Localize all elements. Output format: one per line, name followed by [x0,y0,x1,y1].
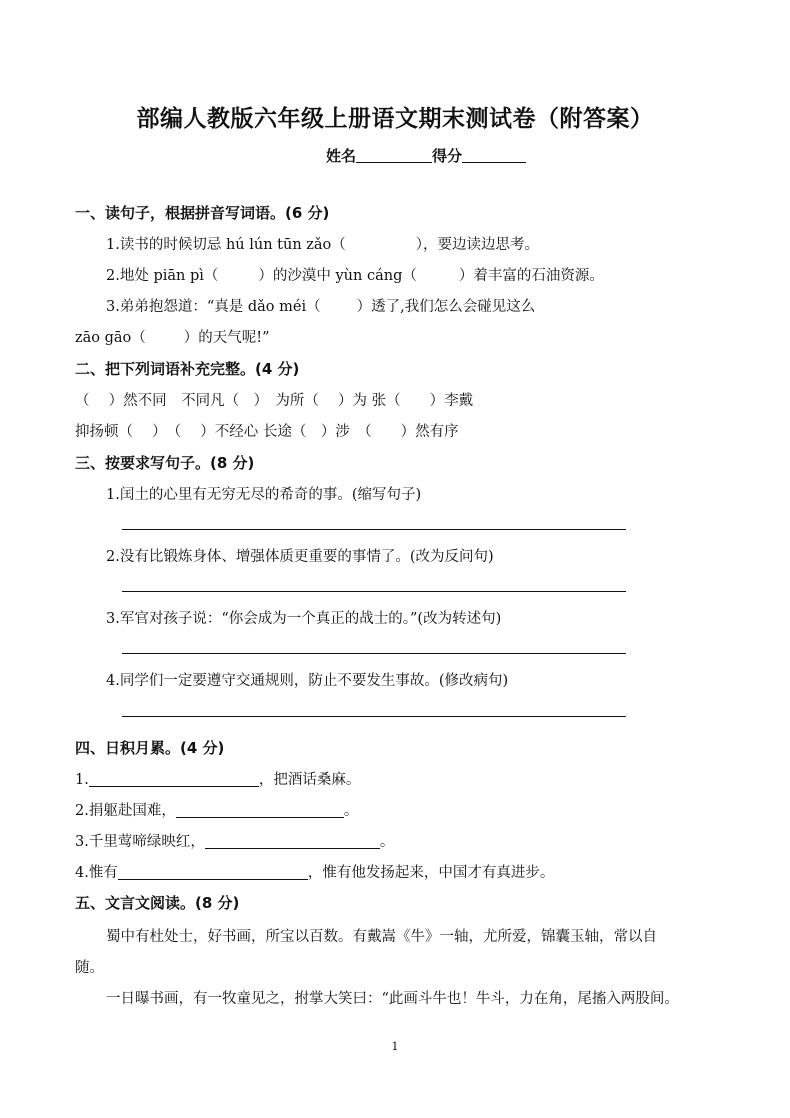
s4-question-2 [75,799,358,820]
name-score-row [326,145,526,166]
s4-question-3 [75,830,394,851]
s5-passage-line-1: 蜀中有杜处士，好书画，所宝以百数。有戴嵩《牛》一轴，尤所爱，锦囊玉轴，常以自 [106,929,657,945]
s3-q3-answer-line[interactable] [122,653,626,654]
section-5-heading: 五、文言文阅读。(8 分) [75,894,240,912]
s4-question-4 [75,861,554,882]
s1-q3-part-a: 3.弟弟抱怨道：“真是 dǎo méi（ [106,299,321,315]
section-3-heading: 三、按要求写句子。(8 分) [75,454,255,472]
s4-q3-prefix: 3.千里莺啼绿映红， [75,834,205,850]
s4-q4-blank[interactable] [118,865,308,880]
s3-question-4: 4.同学们一定要遵守交通规则，防止不要发生事故。(修改病句) [106,673,509,689]
s1-question-3-cont [75,326,270,347]
section-2-heading: 二、把下列词语补充完整。(4 分) [75,360,300,378]
s4-q4-prefix: 4.惟有 [75,865,118,881]
page-number: 1 [391,1040,399,1053]
s4-q2-prefix: 2.捐躯赴国难， [75,803,176,819]
s4-q4-suffix: ，惟有他发扬起来，中国才有真进步。 [307,865,555,881]
s1-q2-part-b: ）的沙漠中 yùn cáng（ [258,268,417,284]
name-blank[interactable] [356,147,432,163]
s1-q1-suffix: ），要边读边思考。 [415,237,540,253]
s1-q3-part-b: ）透了,我们怎么会碰见这么 [356,299,536,315]
s4-q2-suffix: 。 [343,803,359,819]
s5-passage-line-2: 随。 [75,960,104,976]
s1-question-1 [106,233,539,254]
s3-question-2: 2.没有比锻炼身体、增强体质更重要的事情了。(改为反问句) [106,549,494,565]
s3-question-1: 1.闰土的心里有无穷无尽的希奇的事。(缩写句子) [106,487,422,503]
s1-question-3 [106,295,535,316]
s4-question-1 [75,768,360,789]
section-4-heading: 四、日积月累。(4 分) [75,739,225,757]
score-label: 得分 [432,147,463,165]
s1-question-2 [106,264,604,285]
s4-q1-blank[interactable] [89,772,259,787]
s4-q3-suffix: 。 [379,834,395,850]
s4-q2-blank[interactable] [176,803,344,818]
s3-question-3: 3.军官对孩子说：“你会成为一个真正的战士的。”(改为转述句) [106,611,502,627]
name-label: 姓名 [326,147,357,165]
s1-q2-part-a: 2.地处 piān pì（ [106,268,219,284]
s2-line-1: （ ）然不同 不同凡（ ） 为所（ ）为 张（ ）李戴 [75,393,474,409]
s1-q2-part-c: ）着丰富的石油资源。 [458,268,604,284]
s1-q3-part-c: zāo gāo（ [75,330,146,346]
s3-q1-answer-line[interactable] [122,529,626,530]
page-title: 部编人教版六年级上册语文期末测试卷（附答案） [136,106,654,132]
s1-q1-prefix: 1.读书的时候切忌 hú lún tūn zǎo（ [106,237,346,253]
s4-q1-suffix: ，把酒话桑麻。 [258,772,361,788]
s3-q2-answer-line[interactable] [122,591,626,592]
s4-q3-blank[interactable] [205,834,380,849]
s3-q4-answer-line[interactable] [122,716,626,717]
score-blank[interactable] [462,147,526,163]
s2-line-2: 抑扬顿（ ） （ ）不经心 长途（ ）涉 （ ）然有序 [75,424,459,440]
s4-q1-prefix: 1. [75,772,89,788]
s5-passage-line-3: 一日曝书画，有一牧童见之，拊掌大笑曰：“此画斗牛也！牛斗，力在角，尾搐入两股间。 [106,991,679,1007]
s1-q3-part-d: ）的天气呢!” [183,330,270,346]
section-1-heading: 一、读句子，根据拼音写词语。(6 分) [75,204,330,222]
